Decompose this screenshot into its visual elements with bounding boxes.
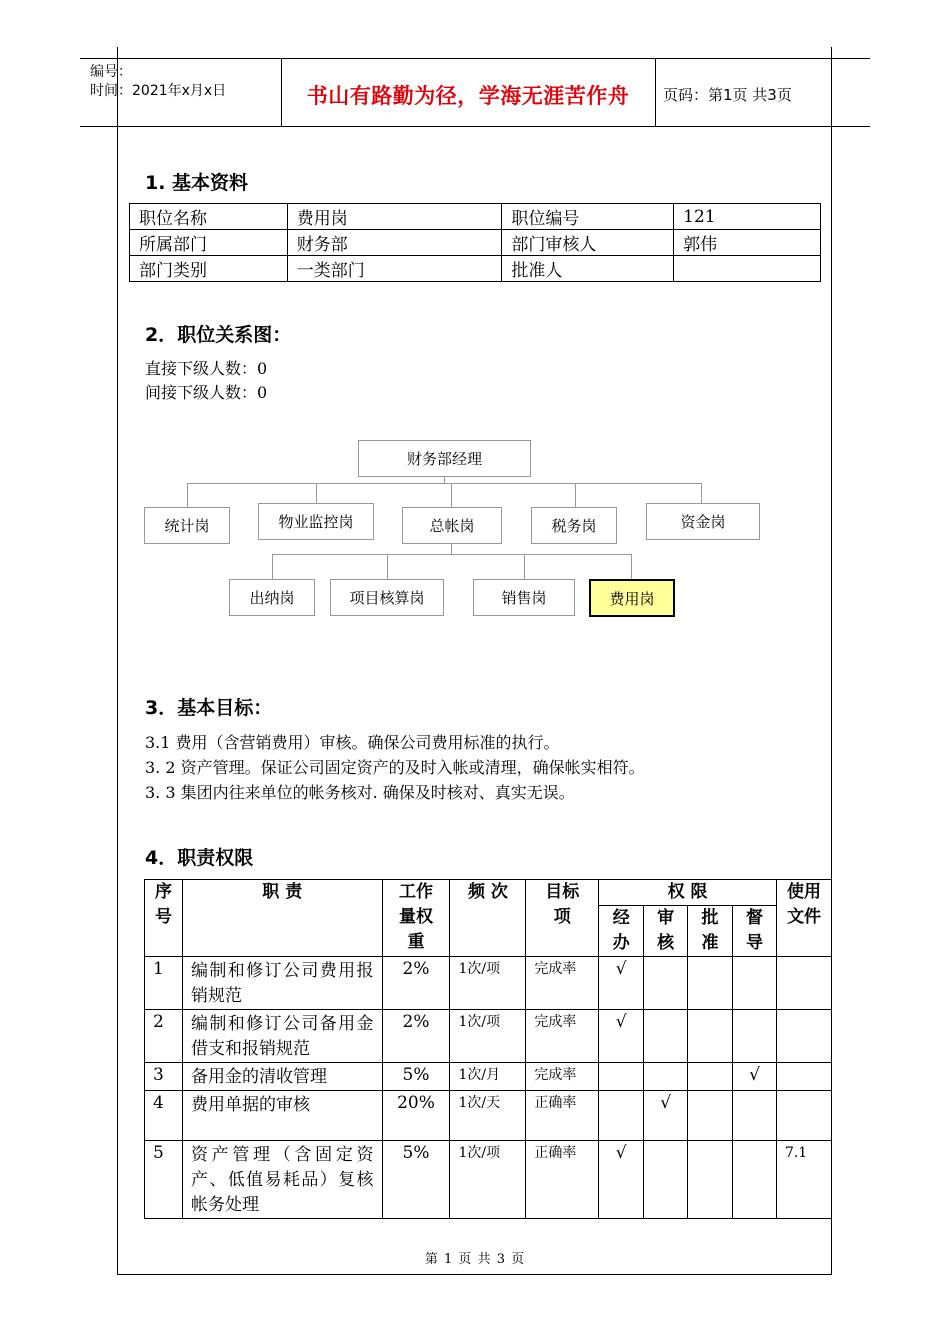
- org-node-property-monitoring: 物业监控岗: [258, 503, 374, 540]
- row-auth-check: [688, 1063, 733, 1091]
- row-frequency: 1次/项: [450, 1010, 526, 1063]
- row-auth-check: [733, 1141, 777, 1219]
- table-row: [145, 1010, 832, 1063]
- org-node-cashier: 出纳岗: [229, 579, 315, 616]
- org-node-tax: 税务岗: [531, 507, 617, 544]
- row-docs: 7.1: [776, 1141, 831, 1219]
- duty-authority-table: [144, 879, 832, 1219]
- section3-title: 3．基本目标：: [145, 697, 273, 719]
- row-auth-check: [688, 1141, 733, 1219]
- header-time-label: 时间：: [90, 83, 132, 99]
- basic-info-label: 职位编号: [502, 204, 674, 230]
- objective-1: 3.1 费用（含营销费用）审核。确保公司费用标准的执行。: [145, 733, 560, 752]
- basic-info-value: 财务部: [287, 230, 502, 256]
- row-duty: 编制和修订公司费用报销规范: [182, 957, 382, 1010]
- org-node-funds: 资金岗: [646, 503, 760, 540]
- row-target: 正确率: [526, 1141, 599, 1219]
- row-target: 完成率: [526, 1063, 599, 1091]
- header-seq: 序号: [145, 880, 183, 957]
- row-auth-check: [688, 1091, 733, 1141]
- row-docs: [776, 1010, 831, 1063]
- org-node-statistics: 统计岗: [144, 507, 230, 544]
- row-auth-check: √: [599, 957, 644, 1010]
- header-date: 2021年x月x日: [132, 83, 227, 99]
- frame-bottom-border: [117, 1274, 832, 1275]
- basic-info-value: 郭伟: [674, 230, 821, 256]
- row-auth-check: √: [644, 1091, 688, 1141]
- row-auth-check: [644, 1063, 688, 1091]
- row-weight: 5%: [382, 1141, 450, 1219]
- header-page-indicator: 页码：第1页 共3页: [663, 86, 792, 104]
- header-auth-handle: 经办: [599, 906, 644, 957]
- table-row: [145, 1091, 832, 1141]
- row-frequency: 1次/月: [450, 1063, 526, 1091]
- org-node-finance-manager: 财务部经理: [358, 440, 531, 477]
- row-auth-check: √: [733, 1063, 777, 1091]
- row-docs: [776, 957, 831, 1010]
- row-frequency: 1次/天: [450, 1091, 526, 1141]
- basic-info-value: 一类部门: [287, 256, 502, 282]
- row-auth-check: [688, 957, 733, 1010]
- row-target: 完成率: [526, 1010, 599, 1063]
- row-frequency: 1次/项: [450, 1141, 526, 1219]
- header-target: 目标项: [526, 880, 599, 957]
- header-motto: 书山有路勤为径，学海无涯苦作舟: [306, 84, 630, 108]
- basic-info-value: 费用岗: [287, 204, 502, 230]
- header-bottom-rule: [80, 126, 870, 127]
- basic-info-row: [130, 204, 821, 230]
- row-target: 正确率: [526, 1091, 599, 1141]
- header-authority: 权 限: [599, 880, 777, 906]
- basic-info-value: 121: [674, 204, 821, 230]
- section4-title: 4．职责权限: [145, 847, 254, 869]
- header-weight: 工作量权重: [382, 880, 450, 957]
- table-row: [145, 1063, 832, 1091]
- row-seq: 5: [145, 1141, 183, 1219]
- direct-subordinates: 直接下级人数：0: [145, 359, 268, 378]
- row-weight: 5%: [382, 1063, 450, 1091]
- row-duty: 资产管理（含固定资产、低值易耗品）复核帐务处理: [182, 1141, 382, 1219]
- row-frequency: 1次/项: [450, 957, 526, 1010]
- row-auth-check: [644, 1010, 688, 1063]
- row-duty: 备用金的清收管理: [182, 1063, 382, 1091]
- row-auth-check: [599, 1063, 644, 1091]
- basic-info-row: [130, 256, 821, 282]
- basic-info-table: [129, 203, 821, 282]
- basic-info-value: [674, 256, 821, 282]
- header-top-rule: [80, 58, 870, 59]
- row-auth-check: [644, 957, 688, 1010]
- row-target: 完成率: [526, 957, 599, 1010]
- header-auth-review: 审核: [644, 906, 688, 957]
- org-node-expense-highlighted: 费用岗: [589, 579, 675, 617]
- objective-3: 3. 3 集团内往来单位的帐务核对. 确保及时核对、真实无误。: [145, 783, 575, 802]
- footer-page-number: 第 1 页 共 3 页: [424, 1252, 526, 1267]
- row-auth-check: [599, 1091, 644, 1141]
- row-weight: 2%: [382, 957, 450, 1010]
- row-seq: 3: [145, 1063, 183, 1091]
- header-duty: 职 责: [182, 880, 382, 957]
- table-row: [145, 1141, 832, 1219]
- header-auth-approve: 批准: [688, 906, 733, 957]
- basic-info-label: 部门类别: [130, 256, 288, 282]
- header-auth-supervise: 督导: [733, 906, 777, 957]
- row-auth-check: [688, 1010, 733, 1063]
- frame-left-border: [117, 47, 118, 1275]
- header-frequency: 频 次: [450, 880, 526, 957]
- row-auth-check: [733, 1091, 777, 1141]
- table-row: [145, 957, 832, 1010]
- row-seq: 1: [145, 957, 183, 1010]
- row-duty: 费用单据的审核: [182, 1091, 382, 1141]
- header-number-label: 编号：: [90, 64, 132, 80]
- basic-info-label: 批准人: [502, 256, 674, 282]
- row-auth-check: √: [599, 1141, 644, 1219]
- row-docs: [776, 1063, 831, 1091]
- org-node-project-accounting: 项目核算岗: [330, 579, 444, 616]
- basic-info-label: 所属部门: [130, 230, 288, 256]
- row-seq: 2: [145, 1010, 183, 1063]
- header-divider-right: [655, 58, 656, 126]
- org-node-sales: 销售岗: [473, 579, 575, 616]
- basic-info-label: 部门审核人: [502, 230, 674, 256]
- row-weight: 2%: [382, 1010, 450, 1063]
- section2-title: 2．职位关系图：: [145, 324, 292, 346]
- section1-title: 1. 基本资料: [145, 172, 249, 194]
- row-seq: 4: [145, 1091, 183, 1141]
- objective-2: 3. 2 资产管理。保证公司固定资产的及时入帐或清理，确保帐实相符。: [145, 758, 645, 777]
- header-docs: 使用文件: [776, 880, 831, 957]
- org-node-general-ledger: 总帐岗: [402, 507, 502, 544]
- indirect-subordinates: 间接下级人数：0: [145, 383, 268, 402]
- row-auth-check: [733, 957, 777, 1010]
- row-weight: 20%: [382, 1091, 450, 1141]
- row-auth-check: √: [599, 1010, 644, 1063]
- basic-info-label: 职位名称: [130, 204, 288, 230]
- row-docs: [776, 1091, 831, 1141]
- basic-info-row: [130, 230, 821, 256]
- row-auth-check: [733, 1010, 777, 1063]
- row-auth-check: [644, 1141, 688, 1219]
- row-duty: 编制和修订公司备用金借支和报销规范: [182, 1010, 382, 1063]
- header-time: [90, 81, 226, 101]
